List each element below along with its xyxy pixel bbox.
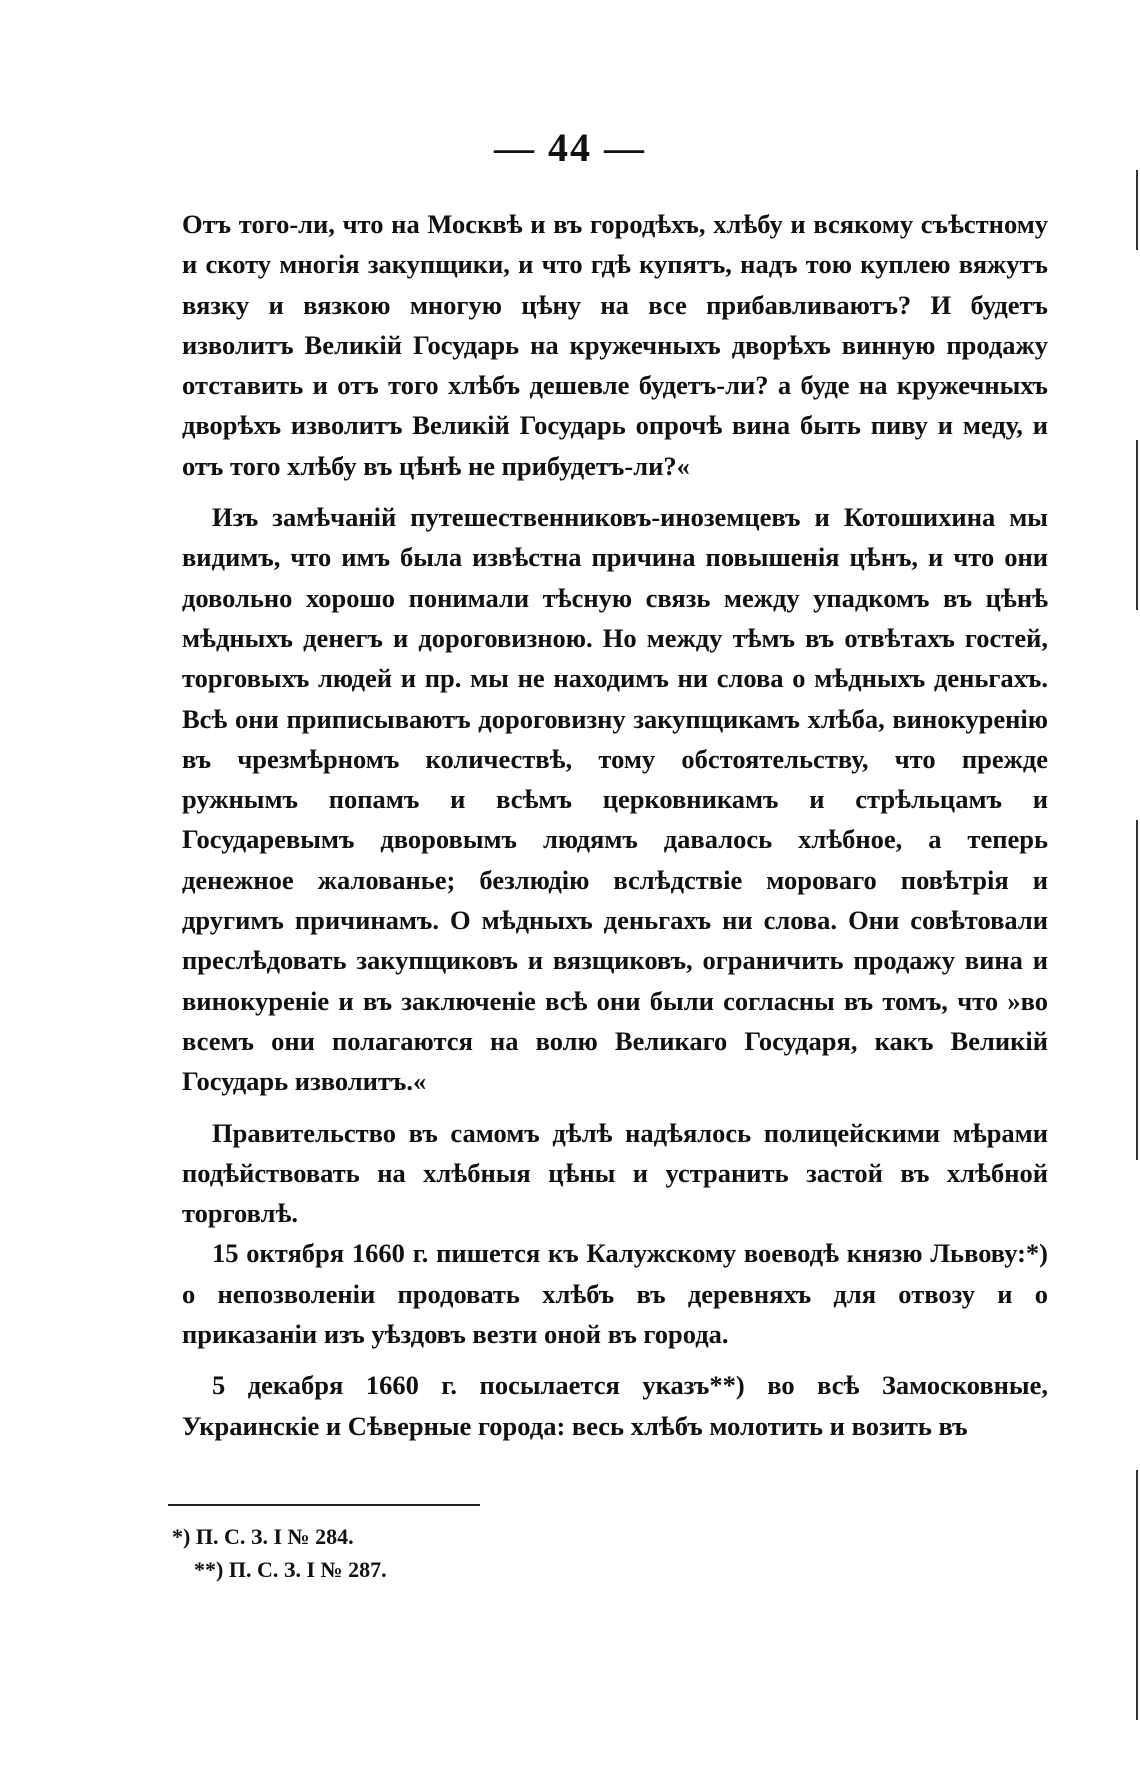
footnote-1: *) П. С. З. I № 284. bbox=[172, 1524, 354, 1549]
scan-edge-mark bbox=[1136, 170, 1138, 250]
main-text bbox=[182, 204, 1048, 1446]
scan-edge-mark bbox=[1136, 1470, 1138, 1720]
paragraph-december-1660: 5 декабря 1660 г. посылается указъ**) во всѣ Замосковные, Украинскіе и Сѣверные города: весь хлѣбъ молотить и возить въ bbox=[182, 1370, 1048, 1441]
paragraph-observations: Изъ замѣчаній путешественниковъ-иноземцевъ и Котошихина мы видимъ, что имъ была извѣстна причина повышенія цѣнъ, и что они довольно хорошо понимали тѣсную связь между упадкомъ въ цѣнѣ мѣдныхъ денегъ и дороговизною. Но между тѣмъ въ отвѣтахъ гостей, торговыхъ людей и пр. мы не находимъ ни слова о мѣдныхъ деньгахъ. Всѣ они приписываютъ дороговизну закупщикамъ хлѣба, винокуренію въ чрезмѣрномъ количествѣ, тому обстоятельству, что прежде ружнымъ попамъ и всѣмъ церковникамъ и стрѣльцамъ и Государевымъ дворовымъ людямъ давалось хлѣбное, а теперь денежное жалованье; безлюдію вслѣдствіе мороваго повѣтрія и другимъ причинамъ. О мѣдныхъ деньгахъ ни слова. Они совѣтовали преслѣдовать закупщиковъ и вязщиковъ, ограничить продажу вина и винокуреніе и въ заключеніе всѣ они были согласны въ томъ, что »во всемъ они полагаются на волю Великаго Государя, какъ Великій Государь изволитъ.« bbox=[182, 502, 1048, 1097]
footnote-divider bbox=[168, 1504, 480, 1506]
footnotes bbox=[172, 1520, 387, 1586]
scan-edge-mark bbox=[1136, 820, 1138, 1160]
paragraph-government: Правительство въ самомъ дѣлѣ надѣялось полицейскими мѣрами подѣйствовать на хлѣбныя цѣны и устранить застой въ хлѣбной торговлѣ. bbox=[182, 1117, 1048, 1229]
paragraph-quote-end: Отъ того-ли, что на Москвѣ и въ городѣхъ, хлѣбу и всякому съѣстному и скоту многія закупщики, и что гдѣ купятъ, надъ тою куплею вяжутъ вязку и вязкою многую цѣну на все прибавливаютъ? И будетъ изволитъ Великій Государь на кружечныхъ дворѣхъ винную продажу отставить и отъ того хлѣбъ дешевле будетъ-ли? а буде на кружечныхъ дворѣхъ изволитъ Великій Государь опрочѣ вина быть пиву и меду, и отъ того хлѣбу въ цѣнѣ не прибудетъ-ли?« bbox=[182, 209, 1048, 481]
page-number: — 44 — bbox=[494, 125, 646, 170]
paragraph-october-1660: 15 октября 1660 г. пишется къ Калужскому воеводѣ князю Львову:*) о непозволеніи продовать хлѣбъ въ деревняхъ для отвозу и о приказаніи изъ уѣздовъ везти оной въ города. bbox=[182, 1238, 1048, 1350]
footnote-2: **) П. С. З. I № 287. bbox=[194, 1557, 387, 1582]
scan-edge-mark bbox=[1136, 440, 1138, 610]
